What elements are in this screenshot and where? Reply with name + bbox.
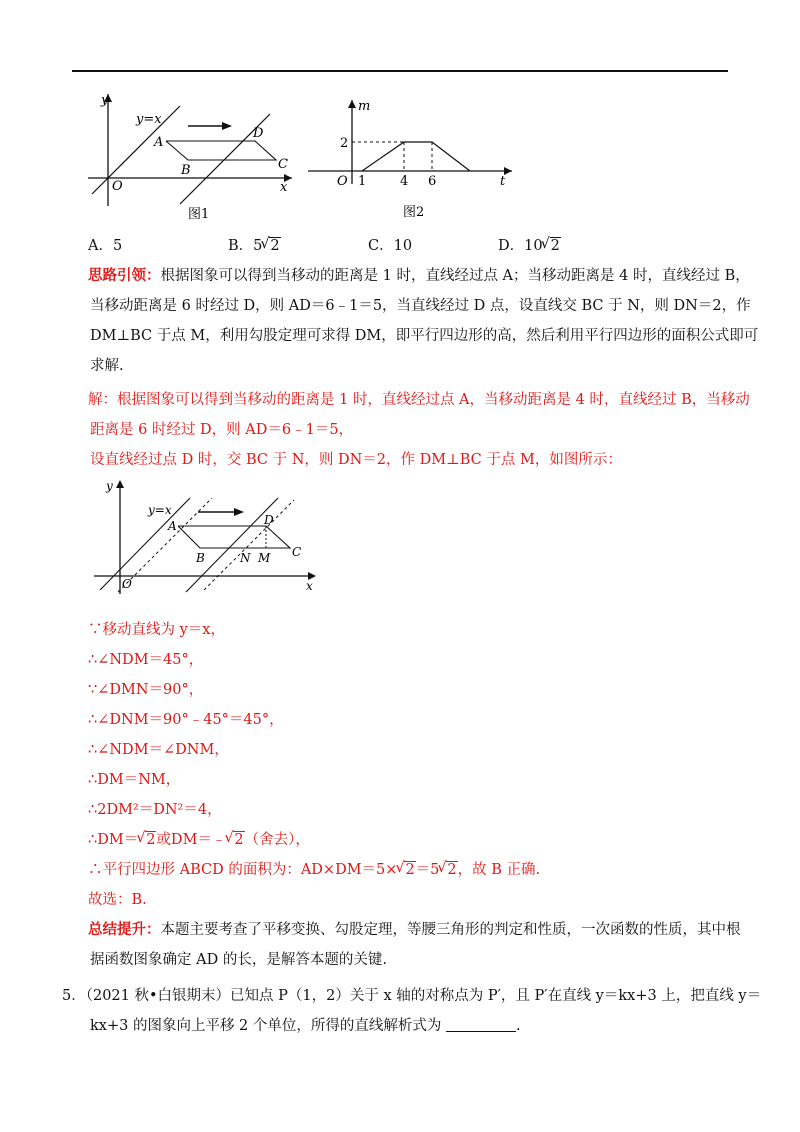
- fig2-label-t: t: [500, 174, 506, 189]
- figure-2: [300, 94, 520, 224]
- hint-line-4: 求解.: [90, 358, 124, 374]
- question-5-number: 5．: [62, 988, 86, 1004]
- fig1-label-a: A: [154, 135, 164, 150]
- fig3-label-n: N: [240, 551, 251, 565]
- answer-options: [88, 234, 748, 254]
- fig1-caption: 图1: [188, 207, 210, 222]
- solution-step-9: ∴平行四边形 ABCD 的面积为：AD×DM＝5×√ 2＝5√ 2，故 B 正确.: [88, 860, 748, 880]
- fig2-tick-4: 4: [400, 174, 409, 189]
- summary-label: 总结提升：: [88, 922, 161, 938]
- solution-step-7: ∴2DM²＝DN²＝4，: [88, 802, 222, 818]
- hint-line-1: 思路引领：根据图象可以得到当移动的距离是 1 时，直线经过点 A；当移动距离是 4 时，直线经过 B，: [88, 268, 750, 284]
- fig2-caption: 图2: [403, 205, 425, 220]
- fig2-tick-1: 1: [358, 174, 367, 189]
- solution-step-8: ∴DM＝√ 2或DM＝﹣√ 2（舍去），: [88, 830, 748, 850]
- solution-step-2: ∴∠NDM＝45°，: [88, 652, 204, 668]
- fig3-label-d: D: [264, 513, 274, 527]
- hint-label: 思路引领：: [88, 268, 161, 284]
- solution-step-4: ∴∠DNM＝90°﹣45°＝45°，: [88, 712, 284, 728]
- summary-line-2: 据函数图象确定 AD 的长，是解答本题的关键.: [90, 952, 387, 968]
- figure-3: [94, 476, 326, 596]
- solution-step-5: ∴∠NDM＝∠DNM，: [88, 742, 229, 758]
- fig3-label-x: x: [306, 579, 313, 593]
- option-a: A．5: [88, 238, 123, 254]
- solution-step-1: ∵移动直线为 y＝x，: [88, 622, 225, 638]
- solution-line-3: 设直线经过点 D 时，交 BC 于 N，则 DN＝2，作 DM⊥BC 于点 M，如图所示：: [90, 452, 622, 468]
- fig1-label-c: C: [278, 157, 288, 172]
- fig2-label-o: O: [337, 174, 348, 189]
- solution-step-6: ∴DM＝NM，: [88, 772, 181, 788]
- fig3-label-m: M: [258, 551, 271, 565]
- fig2-label-m: m: [358, 99, 371, 114]
- figure-1: [80, 86, 300, 226]
- fig1-label-x: x: [280, 180, 288, 195]
- fig1-label-o: O: [112, 179, 123, 194]
- header-rule: [72, 70, 728, 72]
- fig1-label-y: y: [101, 93, 109, 108]
- solution-step-3: ∵∠DMN＝90°，: [88, 682, 204, 698]
- answer-blank[interactable]: [446, 1017, 516, 1032]
- fig1-label-b: B: [181, 163, 191, 178]
- option-d: D．10√ 2: [498, 234, 561, 255]
- fig3-label-a: A: [168, 519, 177, 533]
- hint-line-3: DM⊥BC 于点 M，利用勾股定理可求得 DM，即平行四边形的高，然后利用平行四边形的面积公式即可: [90, 328, 759, 344]
- fig1-label-d: D: [253, 126, 264, 141]
- fig3-label-y: y: [106, 479, 113, 493]
- question-5-line-2: kx+3 的图象向上平移 2 个单位，所得的直线解析式为 .: [90, 1018, 521, 1034]
- fig3-label-c: C: [292, 545, 302, 559]
- option-c: C．10: [368, 238, 413, 254]
- solution-line-2: 距离是 6 时经过 D，则 AD＝6﹣1＝5，: [90, 422, 354, 438]
- fig3-label-b: B: [196, 551, 205, 565]
- fig2-tick-2: 2: [340, 136, 349, 151]
- fig3-label-o: O: [122, 577, 132, 591]
- fig2-tick-6: 6: [428, 174, 437, 189]
- hint-line-2: 当移动距离是 6 时经过 D，则 AD＝6﹣1＝5，当直线经过 D 点，设直线交 BC 于 N，则 DN＝2，作: [90, 298, 751, 314]
- summary-line-1: 总结提升：本题主要考查了平移变换、勾股定理，等腰三角形的判定和性质，一次函数的性质，其中根: [88, 922, 741, 938]
- option-b: B．5√ 2: [228, 234, 281, 255]
- solution-line-1: 解：根据图象可以得到当移动的距离是 1 时，直线经过点 A，当移动距离是 4 时，直线经过 B，当移动: [88, 392, 750, 408]
- fig1-label-line: y=x: [136, 112, 162, 127]
- final-choice: 故选：B.: [88, 892, 147, 908]
- fig3-label-line: y=x: [148, 503, 172, 517]
- question-5-line-1: 5．（2021 秋•白银期末）已知点 P（1，2）关于 x 轴的对称点为 P′，且 P′在直线 y＝kx+3 上，把直线 y＝: [62, 988, 762, 1004]
